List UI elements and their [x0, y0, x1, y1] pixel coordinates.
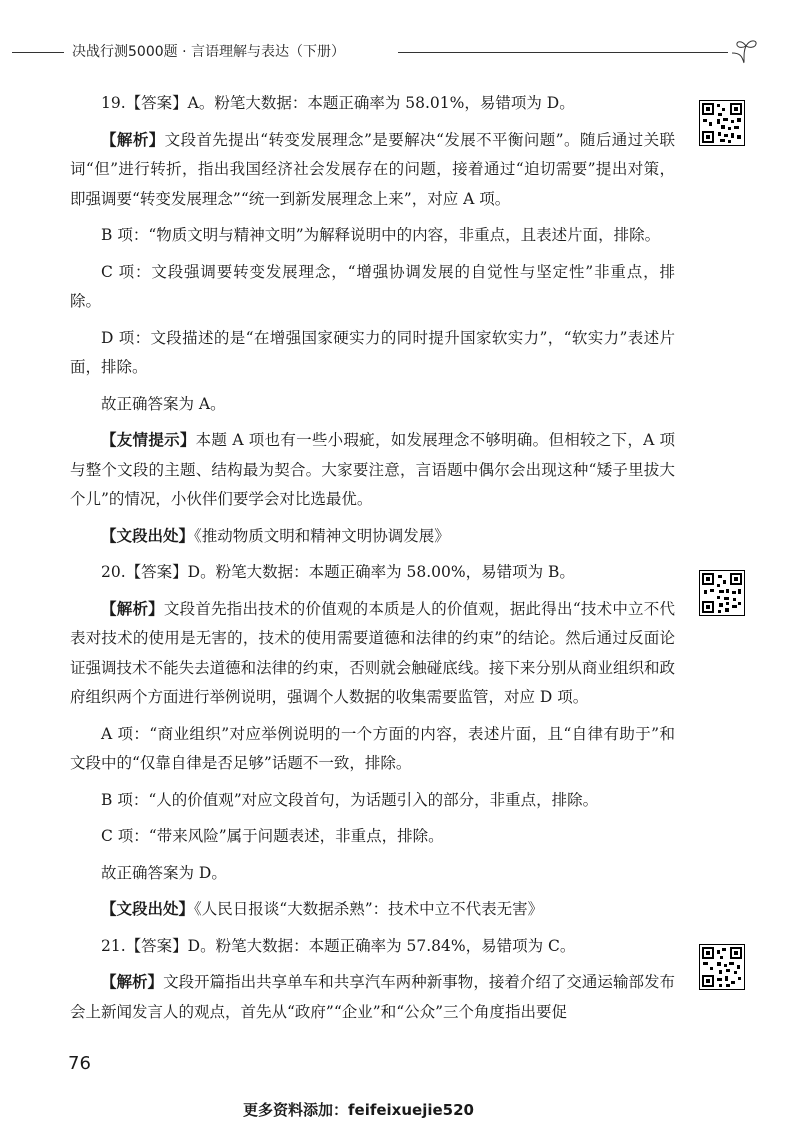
option-a-20: A 项：“商业组织”对应举例说明的一个方面的内容，表述片面，且“自律有助于”和文段中的“仅靠自律是否足够”话题不一致，排除。 [70, 724, 675, 772]
header-rule-left [12, 52, 64, 53]
option-d-19: D 项：文段描述的是“在增强国家硬实力的同时提升国家软实力”，“软实力”表述片面，排除。 [70, 328, 675, 376]
running-header [0, 36, 800, 66]
source-20: 【文段出处】《人民日报谈“大数据杀熟”：技术中立不代表无害》 [101, 899, 544, 918]
sprout-icon [728, 36, 762, 66]
conclusion-20: 故正确答案为 D。 [101, 863, 227, 882]
qr-code-icon[interactable] [699, 570, 745, 616]
qr-code-icon[interactable] [699, 100, 745, 146]
page-content [70, 88, 675, 1033]
footer-note: 更多资料添加：feifeixuejie520 [243, 1101, 474, 1119]
answer-21: 21.【答案】D。粉笔大数据：本题正确率为 57.84%，易错项为 C。 [101, 936, 576, 955]
qr-code-icon[interactable] [699, 944, 745, 990]
answer-20: 20.【答案】D。粉笔大数据：本题正确率为 58.00%，易错项为 B。 [101, 563, 575, 581]
page-number: 76 [68, 1053, 91, 1074]
book-title: 决战行测5000题 · 言语理解与表达（下册） [72, 44, 345, 60]
header-rule-right [398, 52, 728, 53]
answer-19: 19.【答案】A。粉笔大数据：本题正确率为 58.01%，易错项为 D。 [101, 94, 575, 112]
source-19: 【文段出处】《推动物质文明和精神文明协调发展》 [101, 525, 450, 545]
analysis-21: 【解析】文段开篇指出共享单车和共享汽车两种新事物，接着介绍了交通运输部发布会上新闻发言人的观点，首先从“政府”“企业”和“公众”三个角度指出要促 [70, 972, 675, 1021]
option-c-19: C 项：文段强调要转变发展理念，“增强协调发展的自觉性与坚定性”非重点，排除。 [70, 262, 675, 310]
option-b-20: B 项：“人的价值观”对应文段首句，为话题引入的部分，非重点，排除。 [101, 790, 599, 809]
option-b-19: B 项：“物质文明与精神文明”为解释说明中的内容，非重点，且表述片面，排除。 [101, 226, 661, 244]
conclusion-19: 故正确答案为 A。 [101, 394, 226, 413]
tip-19: 【友情提示】本题 A 项也有一些小瑕疵，如发展理念不够明确。但相较之下，A 项与整个文段的主题、结构最为契合。大家要注意，言语题中偶尔会出现这种“矮子里拔大个儿”的情况，小伙伴们要学会对比选最优。 [70, 430, 675, 508]
option-c-20: C 项：“带来风险”属于问题表述，非重点，排除。 [101, 827, 444, 845]
analysis-19: 【解析】文段首先提出“转变发展理念”是要解决“发展不平衡问题”。随后通过关联词“但”进行转折，指出我国经济社会发展存在的问题，接着通过“迫切需要”提出对策，即强调要“转变发展理念”“统一到新发展理念上来”，对应 A 项。 [70, 129, 675, 208]
analysis-20: 【解析】文段首先指出技术的价值观的本质是人的价值观，据此得出“技术中立不代表对技术的使用是无害的，技术的使用需要道德和法律的约束”的结论。然后通过反面论证强调技术不能失去道德和法律的约束，否则就会触碰底线。接下来分别从商业组织和政府组织两个方面进行举例说明，强调个人数据的收集需要监管，对应 D 项。 [70, 598, 675, 706]
